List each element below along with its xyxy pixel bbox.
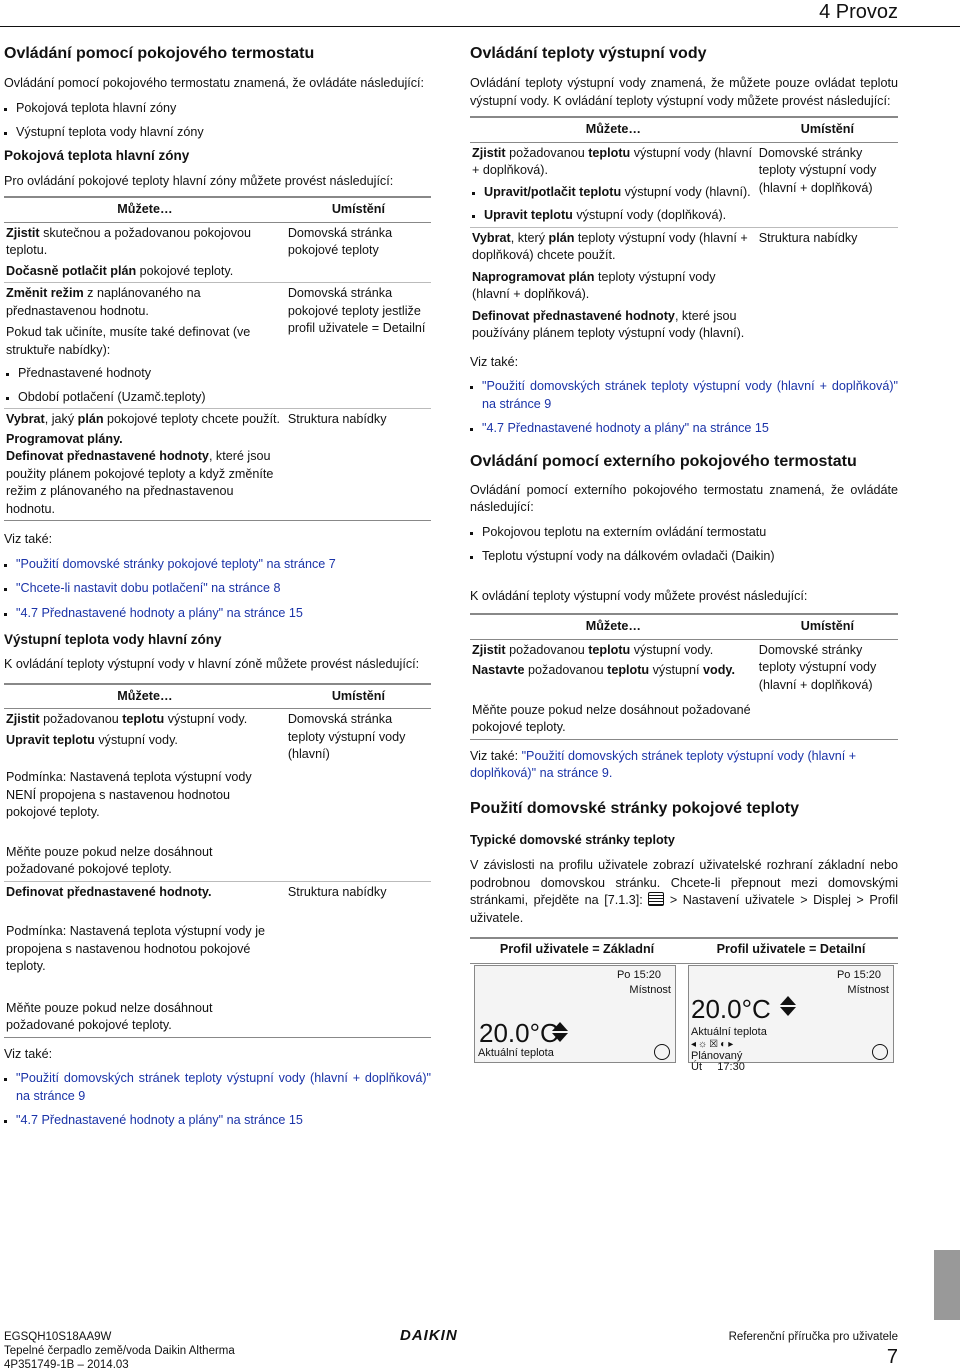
list-item: Upravit teplotu výstupní vody (doplňková). xyxy=(472,207,755,225)
paragraph: V závislosti na profilu uživatele zobrazí uživatelské rozhraní základní nebo podrobnou domovskou stránku. Chcete-li přepnout mezi domovskými stránkami, přejděte na [7.1.3]: > Nastavení uživatele > Displej > Profil uživatele. xyxy=(470,858,899,925)
side-tab xyxy=(934,1250,960,1320)
list-item: Upravit/potlačit teplotu výstupní vody (hlavní). xyxy=(472,184,755,202)
brand-logo: DAIKIN xyxy=(400,1327,458,1344)
link[interactable]: "4.7 Přednastavené hodnoty a plány" na stránce 15 xyxy=(4,605,431,623)
see-also-label: Viz také: xyxy=(470,354,519,369)
table-cell: Zjistit skutečnou a požadovanou pokojovou teplotu. Dočasně potlačit plán pokojové teploty. xyxy=(6,225,252,278)
table-cell: Domovská stránka pokojové teploty xyxy=(287,225,393,257)
footer-guide: Referenční příručka pro uživatele xyxy=(728,1331,898,1343)
menu-icon xyxy=(648,892,664,906)
table-cell: Domovská stránka pokojové teploty jestliže profil uživatele = Detailní xyxy=(286,283,431,409)
section-title: 4 Provoz xyxy=(819,1,898,23)
table-cell: Zjistit požadovanou teplotu výstupní vody. Upravit teplotu výstupní vody. Podmínka: Nastavená teplota výstupní vody NENÍ propojena s nastavenou hodnotou pokojové teploty. Měňte pouze pokud nelze dosáhnout požadované pokojové teploty. xyxy=(6,712,252,876)
column-header: Umístění xyxy=(286,684,431,709)
paragraph: K ovládání teploty výstupní vody můžete provést následující: xyxy=(470,588,808,603)
column-header: Můžete… xyxy=(470,614,757,639)
left-column xyxy=(4,44,431,1130)
screen-basic: Po 15:20 Místnost 20.0°C Aktuální teplota xyxy=(474,965,676,1063)
link[interactable]: "Použití domovských stránek teploty výstupní vody (hlavní + doplňková)" na stránce 9 xyxy=(4,1070,431,1105)
table-outlet-water xyxy=(4,683,431,1040)
link[interactable]: "Použití domovských stránek teploty výstupní vody (hlavní + doplňková)" na stránce 9. xyxy=(470,748,857,780)
link[interactable]: "4.7 Přednastavené hodnoty a plány" na stránce 15 xyxy=(470,420,898,438)
list-item: Přednastavené hodnoty xyxy=(6,365,284,383)
table-outlet-control xyxy=(470,116,898,345)
left-intro: Ovládání pomocí pokojového termostatu znamená, že ovládáte následující: xyxy=(4,76,425,90)
table-cell: Zjistit požadovanou teplotu výstupní vody. Nastavte požadovanou teplotu výstupní vody. Měňte pouze pokud nelze dosáhnout požadované pokojové teploty. xyxy=(472,642,751,734)
see-also: Viz také: "Použití domovských stránek teploty výstupní vody (hlavní + doplňková)" na stránce 9. xyxy=(470,748,857,780)
table-cell: Změnit režim z naplánovaného na přednastavenou hodnotu. Pokud tak učiníte, musíte také definovat (ve struktuře nabídky): Přednastavené hodnoty Období potlačení (Uzamč.teploty) xyxy=(4,283,286,409)
list-item: Období potlačení (Uzamč.teploty) xyxy=(6,389,284,407)
paragraph: K ovládání teploty výstupní vody v hlavní zóně můžete provést následující: xyxy=(4,657,420,671)
see-also-label: Viz také: xyxy=(4,1046,53,1061)
table-external xyxy=(470,613,898,742)
table-cell: Struktura nabídky xyxy=(757,227,898,345)
column-header: Umístění xyxy=(286,197,431,222)
footer-docnum: 4P351749-1B – 2014.03 xyxy=(4,1359,129,1371)
table-cell: Zjistit požadovanou teplotu výstupní vody (hlavní + doplňková). Upravit/potlačit teplotu výstupní vody (hlavní). Upravit teplotu výstupní vody (doplňková). xyxy=(470,142,757,227)
subheading: Pokojová teplota hlavní zóny xyxy=(4,147,190,163)
list-item: Teplotu výstupní vody na dálkovém ovladači (Daikin) xyxy=(470,548,898,566)
table-cell: Vybrat, jaký plán pokojové teploty chcete použít. Programovat plány. Definovat přednastavené hodnoty, které jsou použity plánem pokojové teploty a když změníte režim z plánovaného na přednastavenou hodnotu. xyxy=(4,409,286,521)
table-cell: Definovat přednastavené hodnoty. Podmínka: Nastavená teplota výstupní vody je propojena s nastavenou hodnotou pokojové teploty. Měňte pouze pokud nelze dosáhnout požadované pokojové teploty. xyxy=(4,881,286,1037)
footer-product: Tepelné čerpadlo země/voda Daikin Altherma xyxy=(4,1345,235,1357)
paragraph: Ovládání teploty výstupní vody znamená, že můžete pouze ovládat teplotu výstupní vody. K ovládání teploty výstupní vody můžete provést následující: xyxy=(470,76,898,108)
heading-external: Ovládání pomocí externího pokojového termostatu xyxy=(470,452,857,470)
table-cell: Domovské stránky teploty výstupní vody (hlavní + doplňková) xyxy=(758,145,877,195)
mode-icons: ◂☼☒◐▸ xyxy=(691,1039,736,1050)
right-title: Ovládání teploty výstupní vody xyxy=(470,45,707,62)
list-item: Pokojovou teplotu na externím ovládání termostatu xyxy=(470,524,898,542)
table-cell: Domovská stránka teploty výstupní vody (hlavní) xyxy=(287,712,406,761)
heading-home: Použití domovské stránky pokojové teploty xyxy=(470,799,799,817)
footer-model: EGSQH10S18AA9W xyxy=(4,1331,112,1343)
column-header: Umístění xyxy=(757,117,898,142)
column-header: Umístění xyxy=(757,614,898,639)
footer-left xyxy=(4,1330,235,1372)
temperature-readout: 20.0°C xyxy=(479,1018,559,1048)
info-icon[interactable] xyxy=(654,1044,670,1060)
link[interactable]: "Použití domovské stránky pokojové teploty" na stránce 7 xyxy=(4,556,431,574)
temperature-readout: 20.0°C xyxy=(691,994,771,1024)
see-also-label: Viz také: xyxy=(4,532,53,546)
link[interactable]: "4.7 Přednastavené hodnoty a plány" na stránce 15 xyxy=(4,1112,431,1130)
table-cell: Struktura nabídky xyxy=(286,409,431,521)
profile-basic-label: Profil uživatele = Základní xyxy=(499,942,655,956)
profile-detail-label: Profil uživatele = Detailní xyxy=(716,942,866,956)
up-down-icon xyxy=(552,1022,568,1042)
table-cell: Vybrat, který plán teploty výstupní vody (hlavní + doplňková) chcete použít. Naprogramovat plán teploty výstupní vody (hlavní + doplňková). Definovat přednastavené hodnoty, které jsou používány plánem teploty výstupní vody (hlavní). xyxy=(470,227,757,345)
link[interactable]: "Chcete-li nastavit dobu potlačení" na stránce 8 xyxy=(4,580,431,598)
screen-detail: 20.0°C Po 15:20 Místnost Aktuální teplota ◂☼☒◐▸ Plánovaný Út 17:30 xyxy=(688,965,894,1063)
column-header: Můžete… xyxy=(4,684,286,709)
column-header: Můžete… xyxy=(470,117,757,142)
right-column xyxy=(470,44,899,1073)
list-item: Pokojová teplota hlavní zóny xyxy=(4,100,431,118)
subheading: Typické domovské stránky teploty xyxy=(470,832,675,847)
link[interactable]: "Použití domovských stránek teploty výstupní vody (hlavní + doplňková)" na stránce 9 xyxy=(470,378,898,413)
info-icon[interactable] xyxy=(872,1044,888,1060)
paragraph: Ovládání pomocí externího pokojového termostatu znamená, že ovládáte následující: xyxy=(470,482,898,514)
page-number: 7 xyxy=(886,1346,898,1368)
list-item: Výstupní teplota vody hlavní zóny xyxy=(4,124,431,142)
left-title: Ovládání pomocí pokojového termostatu xyxy=(4,45,315,62)
table-cell: Domovské stránky teploty výstupní vody (hlavní + doplňková) xyxy=(758,642,877,692)
header-rule xyxy=(0,26,960,27)
subheading: Výstupní teplota vody hlavní zóny xyxy=(4,632,222,647)
up-down-icon xyxy=(780,996,796,1016)
paragraph: Pro ovládání pokojové teploty hlavní zóny můžete provést následující: xyxy=(4,173,394,188)
column-header: Můžete… xyxy=(4,197,286,222)
table-cell: Struktura nabídky xyxy=(286,881,431,1037)
table-room-temp xyxy=(4,196,431,523)
screens xyxy=(470,937,898,1073)
